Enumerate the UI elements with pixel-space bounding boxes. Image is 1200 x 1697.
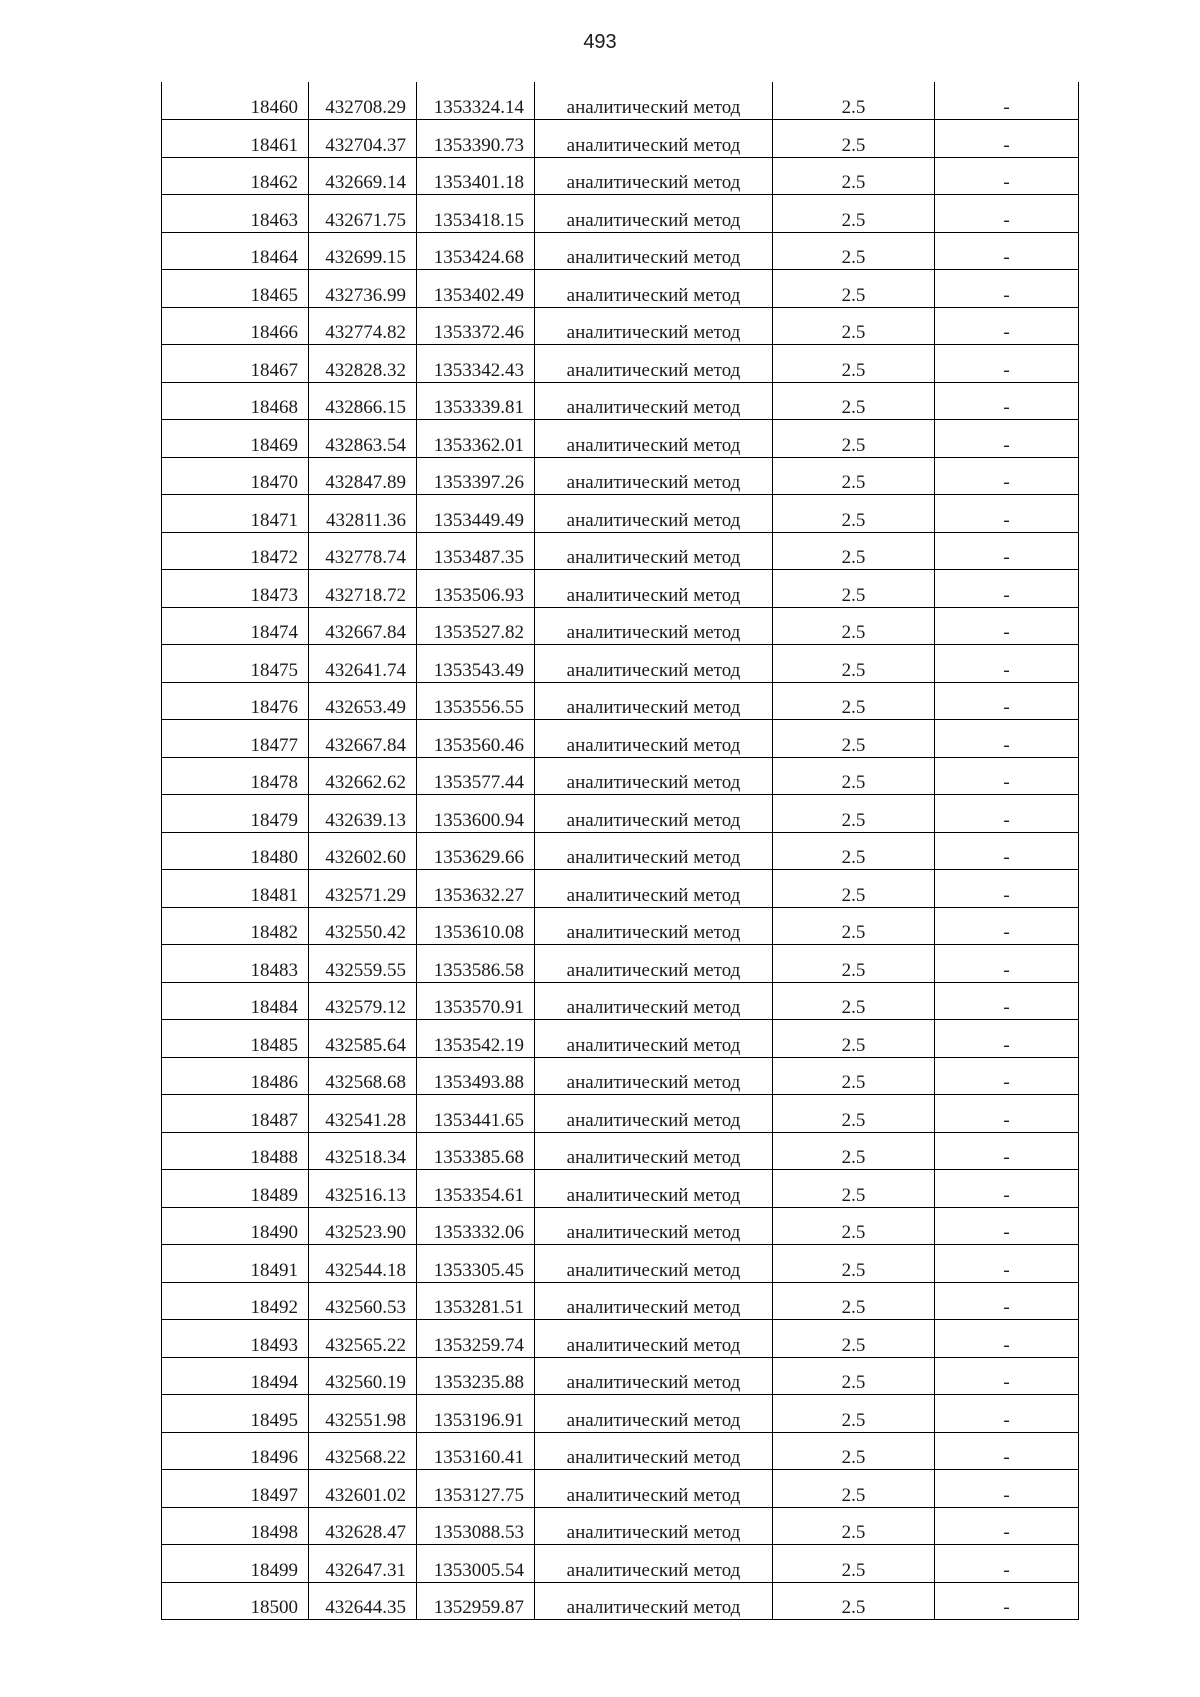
note-cell: - bbox=[935, 157, 1079, 195]
method-cell: аналитический метод bbox=[535, 570, 773, 608]
point-number-cell: 18476 bbox=[162, 682, 309, 720]
point-number-cell: 18467 bbox=[162, 345, 309, 383]
note-cell: - bbox=[935, 720, 1079, 758]
y-coordinate-cell: 1353127.75 bbox=[417, 1470, 535, 1508]
method-cell: аналитический метод bbox=[535, 607, 773, 645]
accuracy-cell: 2.5 bbox=[773, 1207, 935, 1245]
accuracy-cell: 2.5 bbox=[773, 1132, 935, 1170]
accuracy-cell: 2.5 bbox=[773, 1057, 935, 1095]
method-cell: аналитический метод bbox=[535, 1020, 773, 1058]
note-cell: - bbox=[935, 307, 1079, 345]
method-cell: аналитический метод bbox=[535, 1170, 773, 1208]
point-number-cell: 18498 bbox=[162, 1507, 309, 1545]
accuracy-cell: 2.5 bbox=[773, 1170, 935, 1208]
method-cell: аналитический метод bbox=[535, 532, 773, 570]
accuracy-cell: 2.5 bbox=[773, 570, 935, 608]
point-number-cell: 18497 bbox=[162, 1470, 309, 1508]
note-cell: - bbox=[935, 120, 1079, 158]
x-coordinate-cell: 432736.99 bbox=[309, 270, 417, 308]
method-cell: аналитический метод bbox=[535, 1320, 773, 1358]
x-coordinate-cell: 432774.82 bbox=[309, 307, 417, 345]
method-cell: аналитический метод bbox=[535, 1207, 773, 1245]
point-number-cell: 18496 bbox=[162, 1432, 309, 1470]
x-coordinate-cell: 432778.74 bbox=[309, 532, 417, 570]
point-number-cell: 18484 bbox=[162, 982, 309, 1020]
y-coordinate-cell: 1353390.73 bbox=[417, 120, 535, 158]
y-coordinate-cell: 1353088.53 bbox=[417, 1507, 535, 1545]
y-coordinate-cell: 1353560.46 bbox=[417, 720, 535, 758]
y-coordinate-cell: 1353632.27 bbox=[417, 870, 535, 908]
y-coordinate-cell: 1353005.54 bbox=[417, 1545, 535, 1583]
point-number-cell: 18479 bbox=[162, 795, 309, 833]
accuracy-cell: 2.5 bbox=[773, 1020, 935, 1058]
x-coordinate-cell: 432565.22 bbox=[309, 1320, 417, 1358]
x-coordinate-cell: 432847.89 bbox=[309, 457, 417, 495]
table-row bbox=[162, 907, 1079, 945]
y-coordinate-cell: 1353354.61 bbox=[417, 1170, 535, 1208]
point-number-cell: 18466 bbox=[162, 307, 309, 345]
accuracy-cell: 2.5 bbox=[773, 945, 935, 983]
table-row bbox=[162, 982, 1079, 1020]
accuracy-cell: 2.5 bbox=[773, 757, 935, 795]
note-cell: - bbox=[935, 982, 1079, 1020]
note-cell: - bbox=[935, 795, 1079, 833]
x-coordinate-cell: 432544.18 bbox=[309, 1245, 417, 1283]
accuracy-cell: 2.5 bbox=[773, 270, 935, 308]
table-row bbox=[162, 1507, 1079, 1545]
point-number-cell: 18488 bbox=[162, 1132, 309, 1170]
table-row bbox=[162, 195, 1079, 233]
note-cell: - bbox=[935, 1507, 1079, 1545]
x-coordinate-cell: 432568.68 bbox=[309, 1057, 417, 1095]
x-coordinate-cell: 432601.02 bbox=[309, 1470, 417, 1508]
note-cell: - bbox=[935, 345, 1079, 383]
y-coordinate-cell: 1353629.66 bbox=[417, 832, 535, 870]
note-cell: - bbox=[935, 1470, 1079, 1508]
x-coordinate-cell: 432579.12 bbox=[309, 982, 417, 1020]
note-cell: - bbox=[935, 532, 1079, 570]
table-row bbox=[162, 1320, 1079, 1358]
accuracy-cell: 2.5 bbox=[773, 495, 935, 533]
table-row bbox=[162, 870, 1079, 908]
method-cell: аналитический метод bbox=[535, 1470, 773, 1508]
method-cell: аналитический метод bbox=[535, 457, 773, 495]
note-cell: - bbox=[935, 1582, 1079, 1620]
method-cell: аналитический метод bbox=[535, 232, 773, 270]
accuracy-cell: 2.5 bbox=[773, 1095, 935, 1133]
point-number-cell: 18478 bbox=[162, 757, 309, 795]
accuracy-cell: 2.5 bbox=[773, 1432, 935, 1470]
y-coordinate-cell: 1353610.08 bbox=[417, 907, 535, 945]
x-coordinate-cell: 432550.42 bbox=[309, 907, 417, 945]
y-coordinate-cell: 1353506.93 bbox=[417, 570, 535, 608]
note-cell: - bbox=[935, 1245, 1079, 1283]
note-cell: - bbox=[935, 195, 1079, 233]
method-cell: аналитический метод bbox=[535, 1132, 773, 1170]
x-coordinate-cell: 432708.29 bbox=[309, 82, 417, 120]
method-cell: аналитический метод bbox=[535, 907, 773, 945]
table-row bbox=[162, 1432, 1079, 1470]
point-number-cell: 18483 bbox=[162, 945, 309, 983]
method-cell: аналитический метод bbox=[535, 1057, 773, 1095]
y-coordinate-cell: 1353556.55 bbox=[417, 682, 535, 720]
accuracy-cell: 2.5 bbox=[773, 457, 935, 495]
method-cell: аналитический метод bbox=[535, 420, 773, 458]
note-cell: - bbox=[935, 270, 1079, 308]
y-coordinate-cell: 1353339.81 bbox=[417, 382, 535, 420]
table-row bbox=[162, 570, 1079, 608]
table-row bbox=[162, 1357, 1079, 1395]
table-row bbox=[162, 232, 1079, 270]
x-coordinate-cell: 432704.37 bbox=[309, 120, 417, 158]
accuracy-cell: 2.5 bbox=[773, 645, 935, 683]
note-cell: - bbox=[935, 757, 1079, 795]
point-number-cell: 18485 bbox=[162, 1020, 309, 1058]
table-row bbox=[162, 757, 1079, 795]
accuracy-cell: 2.5 bbox=[773, 307, 935, 345]
note-cell: - bbox=[935, 1320, 1079, 1358]
accuracy-cell: 2.5 bbox=[773, 832, 935, 870]
accuracy-cell: 2.5 bbox=[773, 720, 935, 758]
y-coordinate-cell: 1353493.88 bbox=[417, 1057, 535, 1095]
x-coordinate-cell: 432667.84 bbox=[309, 720, 417, 758]
x-coordinate-cell: 432518.34 bbox=[309, 1132, 417, 1170]
table-row bbox=[162, 420, 1079, 458]
x-coordinate-cell: 432523.90 bbox=[309, 1207, 417, 1245]
method-cell: аналитический метод bbox=[535, 795, 773, 833]
y-coordinate-cell: 1353402.49 bbox=[417, 270, 535, 308]
method-cell: аналитический метод bbox=[535, 157, 773, 195]
y-coordinate-cell: 1353542.19 bbox=[417, 1020, 535, 1058]
point-number-cell: 18474 bbox=[162, 607, 309, 645]
x-coordinate-cell: 432585.64 bbox=[309, 1020, 417, 1058]
accuracy-cell: 2.5 bbox=[773, 607, 935, 645]
x-coordinate-cell: 432628.47 bbox=[309, 1507, 417, 1545]
y-coordinate-cell: 1353160.41 bbox=[417, 1432, 535, 1470]
y-coordinate-cell: 1353196.91 bbox=[417, 1395, 535, 1433]
table-row bbox=[162, 682, 1079, 720]
y-coordinate-cell: 1353527.82 bbox=[417, 607, 535, 645]
table-row bbox=[162, 945, 1079, 983]
y-coordinate-cell: 1353372.46 bbox=[417, 307, 535, 345]
accuracy-cell: 2.5 bbox=[773, 1282, 935, 1320]
note-cell: - bbox=[935, 870, 1079, 908]
x-coordinate-cell: 432671.75 bbox=[309, 195, 417, 233]
x-coordinate-cell: 432647.31 bbox=[309, 1545, 417, 1583]
table-row bbox=[162, 532, 1079, 570]
note-cell: - bbox=[935, 457, 1079, 495]
table-row bbox=[162, 270, 1079, 308]
accuracy-cell: 2.5 bbox=[773, 532, 935, 570]
point-number-cell: 18471 bbox=[162, 495, 309, 533]
method-cell: аналитический метод bbox=[535, 1095, 773, 1133]
accuracy-cell: 2.5 bbox=[773, 1582, 935, 1620]
table-body bbox=[162, 82, 1079, 1620]
coordinates-table bbox=[161, 82, 1079, 1620]
note-cell: - bbox=[935, 1357, 1079, 1395]
x-coordinate-cell: 432669.14 bbox=[309, 157, 417, 195]
table-row bbox=[162, 1582, 1079, 1620]
x-coordinate-cell: 432828.32 bbox=[309, 345, 417, 383]
point-number-cell: 18494 bbox=[162, 1357, 309, 1395]
method-cell: аналитический метод bbox=[535, 832, 773, 870]
y-coordinate-cell: 1353600.94 bbox=[417, 795, 535, 833]
point-number-cell: 18468 bbox=[162, 382, 309, 420]
note-cell: - bbox=[935, 1395, 1079, 1433]
method-cell: аналитический метод bbox=[535, 682, 773, 720]
method-cell: аналитический метод bbox=[535, 382, 773, 420]
x-coordinate-cell: 432551.98 bbox=[309, 1395, 417, 1433]
note-cell: - bbox=[935, 682, 1079, 720]
note-cell: - bbox=[935, 1132, 1079, 1170]
point-number-cell: 18473 bbox=[162, 570, 309, 608]
method-cell: аналитический метод bbox=[535, 757, 773, 795]
note-cell: - bbox=[935, 1057, 1079, 1095]
accuracy-cell: 2.5 bbox=[773, 795, 935, 833]
point-number-cell: 18460 bbox=[162, 82, 309, 120]
y-coordinate-cell: 1353570.91 bbox=[417, 982, 535, 1020]
y-coordinate-cell: 1353281.51 bbox=[417, 1282, 535, 1320]
accuracy-cell: 2.5 bbox=[773, 120, 935, 158]
table-row bbox=[162, 1057, 1079, 1095]
x-coordinate-cell: 432559.55 bbox=[309, 945, 417, 983]
page-number: 493 bbox=[583, 31, 617, 53]
y-coordinate-cell: 1353324.14 bbox=[417, 82, 535, 120]
point-number-cell: 18493 bbox=[162, 1320, 309, 1358]
x-coordinate-cell: 432516.13 bbox=[309, 1170, 417, 1208]
method-cell: аналитический метод bbox=[535, 982, 773, 1020]
point-number-cell: 18492 bbox=[162, 1282, 309, 1320]
method-cell: аналитический метод bbox=[535, 1357, 773, 1395]
point-number-cell: 18490 bbox=[162, 1207, 309, 1245]
y-coordinate-cell: 1353362.01 bbox=[417, 420, 535, 458]
method-cell: аналитический метод bbox=[535, 1282, 773, 1320]
method-cell: аналитический метод bbox=[535, 1432, 773, 1470]
x-coordinate-cell: 432699.15 bbox=[309, 232, 417, 270]
point-number-cell: 18469 bbox=[162, 420, 309, 458]
method-cell: аналитический метод bbox=[535, 1545, 773, 1583]
table-row bbox=[162, 1020, 1079, 1058]
x-coordinate-cell: 432560.53 bbox=[309, 1282, 417, 1320]
note-cell: - bbox=[935, 645, 1079, 683]
point-number-cell: 18500 bbox=[162, 1582, 309, 1620]
note-cell: - bbox=[935, 232, 1079, 270]
note-cell: - bbox=[935, 1020, 1079, 1058]
x-coordinate-cell: 432644.35 bbox=[309, 1582, 417, 1620]
table-row bbox=[162, 832, 1079, 870]
point-number-cell: 18480 bbox=[162, 832, 309, 870]
table-row bbox=[162, 1245, 1079, 1283]
point-number-cell: 18491 bbox=[162, 1245, 309, 1283]
table-row bbox=[162, 307, 1079, 345]
point-number-cell: 18475 bbox=[162, 645, 309, 683]
accuracy-cell: 2.5 bbox=[773, 682, 935, 720]
y-coordinate-cell: 1353586.58 bbox=[417, 945, 535, 983]
accuracy-cell: 2.5 bbox=[773, 907, 935, 945]
point-number-cell: 18465 bbox=[162, 270, 309, 308]
method-cell: аналитический метод bbox=[535, 870, 773, 908]
point-number-cell: 18489 bbox=[162, 1170, 309, 1208]
table-row bbox=[162, 495, 1079, 533]
method-cell: аналитический метод bbox=[535, 307, 773, 345]
y-coordinate-cell: 1353543.49 bbox=[417, 645, 535, 683]
method-cell: аналитический метод bbox=[535, 1582, 773, 1620]
method-cell: аналитический метод bbox=[535, 495, 773, 533]
y-coordinate-cell: 1352959.87 bbox=[417, 1582, 535, 1620]
accuracy-cell: 2.5 bbox=[773, 1245, 935, 1283]
note-cell: - bbox=[935, 1207, 1079, 1245]
table-row bbox=[162, 1470, 1079, 1508]
point-number-cell: 18487 bbox=[162, 1095, 309, 1133]
table-row bbox=[162, 1095, 1079, 1133]
note-cell: - bbox=[935, 1282, 1079, 1320]
point-number-cell: 18495 bbox=[162, 1395, 309, 1433]
x-coordinate-cell: 432602.60 bbox=[309, 832, 417, 870]
point-number-cell: 18481 bbox=[162, 870, 309, 908]
accuracy-cell: 2.5 bbox=[773, 382, 935, 420]
method-cell: аналитический метод bbox=[535, 270, 773, 308]
table-row bbox=[162, 720, 1079, 758]
table-row bbox=[162, 457, 1079, 495]
y-coordinate-cell: 1353397.26 bbox=[417, 457, 535, 495]
y-coordinate-cell: 1353424.68 bbox=[417, 232, 535, 270]
point-number-cell: 18462 bbox=[162, 157, 309, 195]
table-row bbox=[162, 1395, 1079, 1433]
note-cell: - bbox=[935, 607, 1079, 645]
y-coordinate-cell: 1353385.68 bbox=[417, 1132, 535, 1170]
x-coordinate-cell: 432571.29 bbox=[309, 870, 417, 908]
table-row bbox=[162, 345, 1079, 383]
x-coordinate-cell: 432811.36 bbox=[309, 495, 417, 533]
y-coordinate-cell: 1353577.44 bbox=[417, 757, 535, 795]
note-cell: - bbox=[935, 1170, 1079, 1208]
x-coordinate-cell: 432866.15 bbox=[309, 382, 417, 420]
note-cell: - bbox=[935, 382, 1079, 420]
table-row bbox=[162, 157, 1079, 195]
method-cell: аналитический метод bbox=[535, 345, 773, 383]
y-coordinate-cell: 1353441.65 bbox=[417, 1095, 535, 1133]
accuracy-cell: 2.5 bbox=[773, 157, 935, 195]
note-cell: - bbox=[935, 832, 1079, 870]
note-cell: - bbox=[935, 1545, 1079, 1583]
point-number-cell: 18486 bbox=[162, 1057, 309, 1095]
method-cell: аналитический метод bbox=[535, 1507, 773, 1545]
note-cell: - bbox=[935, 570, 1079, 608]
method-cell: аналитический метод bbox=[535, 82, 773, 120]
accuracy-cell: 2.5 bbox=[773, 982, 935, 1020]
y-coordinate-cell: 1353401.18 bbox=[417, 157, 535, 195]
method-cell: аналитический метод bbox=[535, 195, 773, 233]
note-cell: - bbox=[935, 82, 1079, 120]
y-coordinate-cell: 1353342.43 bbox=[417, 345, 535, 383]
point-number-cell: 18477 bbox=[162, 720, 309, 758]
table-row bbox=[162, 1282, 1079, 1320]
accuracy-cell: 2.5 bbox=[773, 195, 935, 233]
table-row bbox=[162, 1170, 1079, 1208]
method-cell: аналитический метод bbox=[535, 1245, 773, 1283]
method-cell: аналитический метод bbox=[535, 945, 773, 983]
y-coordinate-cell: 1353487.35 bbox=[417, 532, 535, 570]
accuracy-cell: 2.5 bbox=[773, 420, 935, 458]
x-coordinate-cell: 432718.72 bbox=[309, 570, 417, 608]
x-coordinate-cell: 432667.84 bbox=[309, 607, 417, 645]
note-cell: - bbox=[935, 1432, 1079, 1470]
y-coordinate-cell: 1353235.88 bbox=[417, 1357, 535, 1395]
accuracy-cell: 2.5 bbox=[773, 1545, 935, 1583]
table-row bbox=[162, 1545, 1079, 1583]
y-coordinate-cell: 1353418.15 bbox=[417, 195, 535, 233]
method-cell: аналитический метод bbox=[535, 1395, 773, 1433]
accuracy-cell: 2.5 bbox=[773, 1395, 935, 1433]
accuracy-cell: 2.5 bbox=[773, 1470, 935, 1508]
point-number-cell: 18464 bbox=[162, 232, 309, 270]
accuracy-cell: 2.5 bbox=[773, 1357, 935, 1395]
table-row bbox=[162, 607, 1079, 645]
y-coordinate-cell: 1353449.49 bbox=[417, 495, 535, 533]
table-row bbox=[162, 382, 1079, 420]
note-cell: - bbox=[935, 420, 1079, 458]
y-coordinate-cell: 1353259.74 bbox=[417, 1320, 535, 1358]
table-row bbox=[162, 1207, 1079, 1245]
accuracy-cell: 2.5 bbox=[773, 232, 935, 270]
accuracy-cell: 2.5 bbox=[773, 1507, 935, 1545]
note-cell: - bbox=[935, 945, 1079, 983]
point-number-cell: 18463 bbox=[162, 195, 309, 233]
x-coordinate-cell: 432541.28 bbox=[309, 1095, 417, 1133]
accuracy-cell: 2.5 bbox=[773, 82, 935, 120]
accuracy-cell: 2.5 bbox=[773, 1320, 935, 1358]
accuracy-cell: 2.5 bbox=[773, 870, 935, 908]
x-coordinate-cell: 432653.49 bbox=[309, 682, 417, 720]
x-coordinate-cell: 432662.62 bbox=[309, 757, 417, 795]
method-cell: аналитический метод bbox=[535, 720, 773, 758]
table-row bbox=[162, 795, 1079, 833]
x-coordinate-cell: 432641.74 bbox=[309, 645, 417, 683]
table-row bbox=[162, 120, 1079, 158]
note-cell: - bbox=[935, 1095, 1079, 1133]
accuracy-cell: 2.5 bbox=[773, 345, 935, 383]
note-cell: - bbox=[935, 495, 1079, 533]
table-row bbox=[162, 645, 1079, 683]
method-cell: аналитический метод bbox=[535, 120, 773, 158]
point-number-cell: 18499 bbox=[162, 1545, 309, 1583]
point-number-cell: 18470 bbox=[162, 457, 309, 495]
method-cell: аналитический метод bbox=[535, 645, 773, 683]
point-number-cell: 18482 bbox=[162, 907, 309, 945]
x-coordinate-cell: 432568.22 bbox=[309, 1432, 417, 1470]
table-row bbox=[162, 82, 1079, 120]
note-cell: - bbox=[935, 907, 1079, 945]
x-coordinate-cell: 432639.13 bbox=[309, 795, 417, 833]
x-coordinate-cell: 432863.54 bbox=[309, 420, 417, 458]
x-coordinate-cell: 432560.19 bbox=[309, 1357, 417, 1395]
table-row bbox=[162, 1132, 1079, 1170]
y-coordinate-cell: 1353305.45 bbox=[417, 1245, 535, 1283]
point-number-cell: 18472 bbox=[162, 532, 309, 570]
point-number-cell: 18461 bbox=[162, 120, 309, 158]
y-coordinate-cell: 1353332.06 bbox=[417, 1207, 535, 1245]
